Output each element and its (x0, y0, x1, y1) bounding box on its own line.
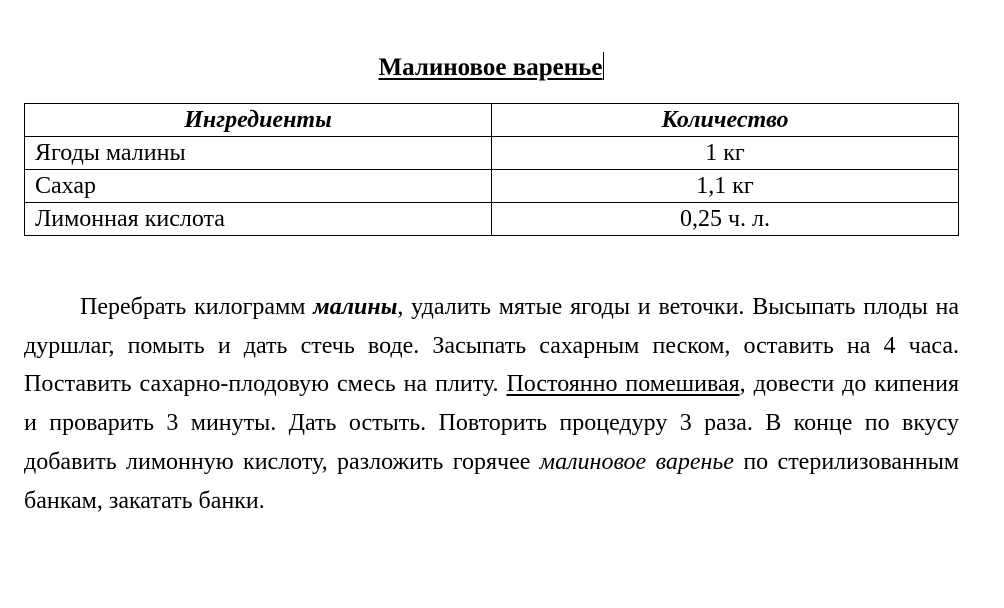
paragraph-text: , удалить мятые ягоды и веточки. Высыпать плоды на дуршлаг, помыть и дать стечь воде. Засыпать сахарным песком, оставить на 4 часа. Поставить сахарно-плодовую смесь на плиту. (24, 294, 959, 398)
table-header-row (25, 104, 959, 137)
title-text: Малиновое варенье (378, 54, 603, 81)
table-row (25, 137, 959, 170)
ingredient-qty: 1,1 кг (492, 170, 959, 203)
underlined-text: Постоянно помешивая (506, 371, 740, 398)
paragraph-text: Перебрать килограмм (80, 294, 314, 320)
ingredient-qty: 0,25 ч. л. (492, 203, 959, 236)
table-row (25, 170, 959, 203)
paragraph-text: , довести до кипения и проварить 3 минуты. Дать остыть. Повторить процедуру 3 раза. В конце по вкусу добавить лимонную кислоту, разложить горячее (24, 371, 960, 475)
ingredient-qty: 1 кг (492, 137, 959, 170)
italic-text: малиновое варенье (539, 448, 734, 475)
header-quantity: Количество (492, 104, 959, 137)
table-row (25, 203, 959, 236)
ingredients-table (24, 103, 959, 236)
document-title[interactable] (24, 52, 959, 84)
ingredient-name: Сахар (25, 170, 492, 203)
header-ingredients: Ингредиенты (25, 104, 492, 137)
ingredient-name: Лимонная кислота (25, 203, 492, 236)
paragraph-text: по стерилизованным банкам, закатать банки. (24, 448, 960, 514)
ingredient-name: Ягоды малины (25, 137, 492, 170)
text-cursor (603, 52, 604, 80)
recipe-paragraph (24, 288, 959, 520)
bold-italic-text: малины (313, 294, 398, 320)
